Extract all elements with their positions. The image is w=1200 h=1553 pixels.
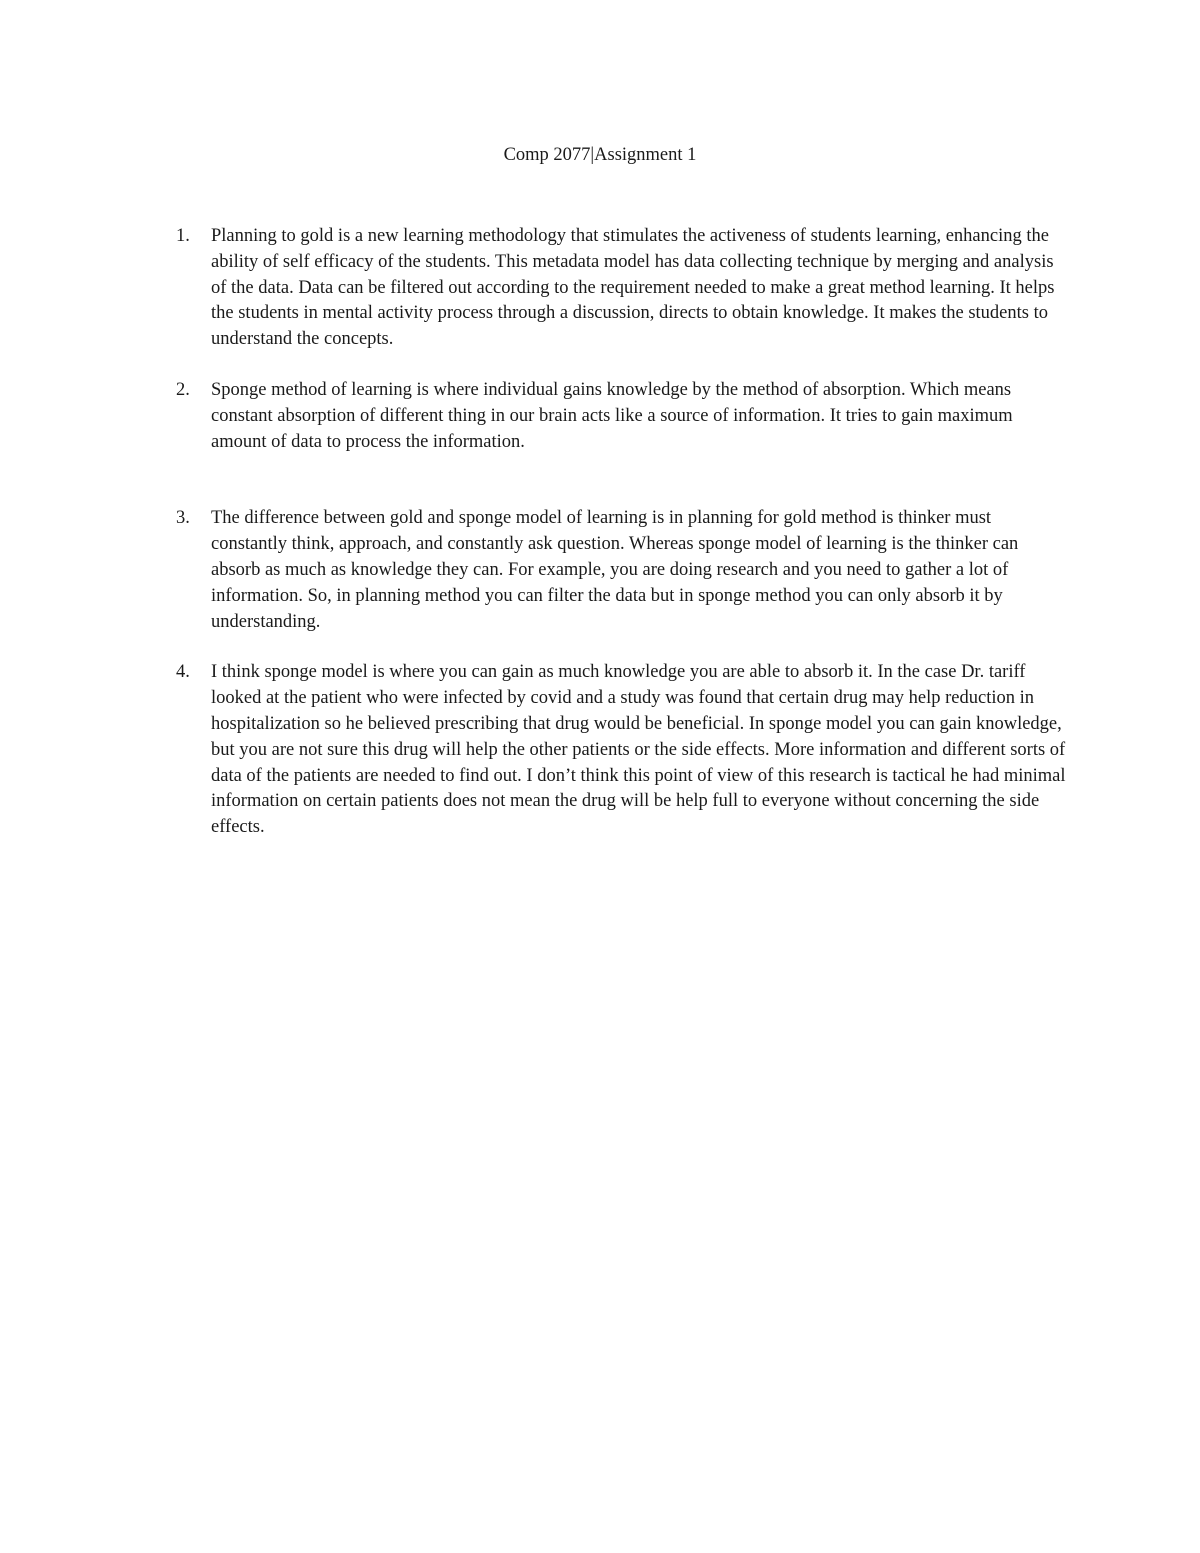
document-title: Comp 2077|Assignment 1 — [503, 145, 697, 165]
list-item-number: 2. — [176, 379, 190, 400]
list-item-number: 4. — [176, 662, 190, 683]
list-item-text: The difference between gold and sponge model of learning is in planning for gold method is thinker must constantly think, approach, and constantly ask question. Whereas sponge model of learning is the thinker can absorb as much as knowledge they can. For example, you are doing research and you need to gather a lot of information. So, in planning method you can filter the data but in sponge method you can only absorb it by understanding. — [211, 508, 1019, 632]
answer-list — [176, 224, 1066, 841]
list-item — [176, 660, 1066, 841]
list-item — [176, 506, 1066, 635]
list-item — [176, 224, 1066, 353]
list-item — [176, 378, 1066, 455]
list-item-number: 3. — [176, 508, 190, 529]
list-item-text: Sponge method of learning is where individual gains knowledge by the method of absorption. Which means constant absorption of different thing in our brain acts like a source of information. It tries to gain maximum amount of data to process the information. — [211, 379, 1013, 452]
list-item-text: Planning to gold is a new learning methodology that stimulates the activeness of students learning, enhancing the ability of self efficacy of the students. This metadata model has data collecting technique by merging and analysis of the data. Data can be filtered out according to the requirement needed to make a great method learning. It helps the students in mental activity process through a discussion, directs to obtain knowledge. It makes the students to understand the concepts. — [211, 226, 1055, 350]
list-item-text: I think sponge model is where you can gain as much knowledge you are able to absorb it. In the case Dr. tariff looked at the patient who were infected by covid and a study was found that certain drug may help reduction in hospitalization so he believed prescribing that drug would be beneficial. In sponge model you can gain knowledge, but you are not sure this drug will help the other patients or the side effects. More information and different sorts of data of the patients are needed to find out. I don’t think this point of view of this research is tactical he had minimal information on certain patients does not mean the drug will be help full to everyone without concerning the side effects. — [211, 662, 1066, 838]
list-item-number: 1. — [176, 226, 190, 246]
